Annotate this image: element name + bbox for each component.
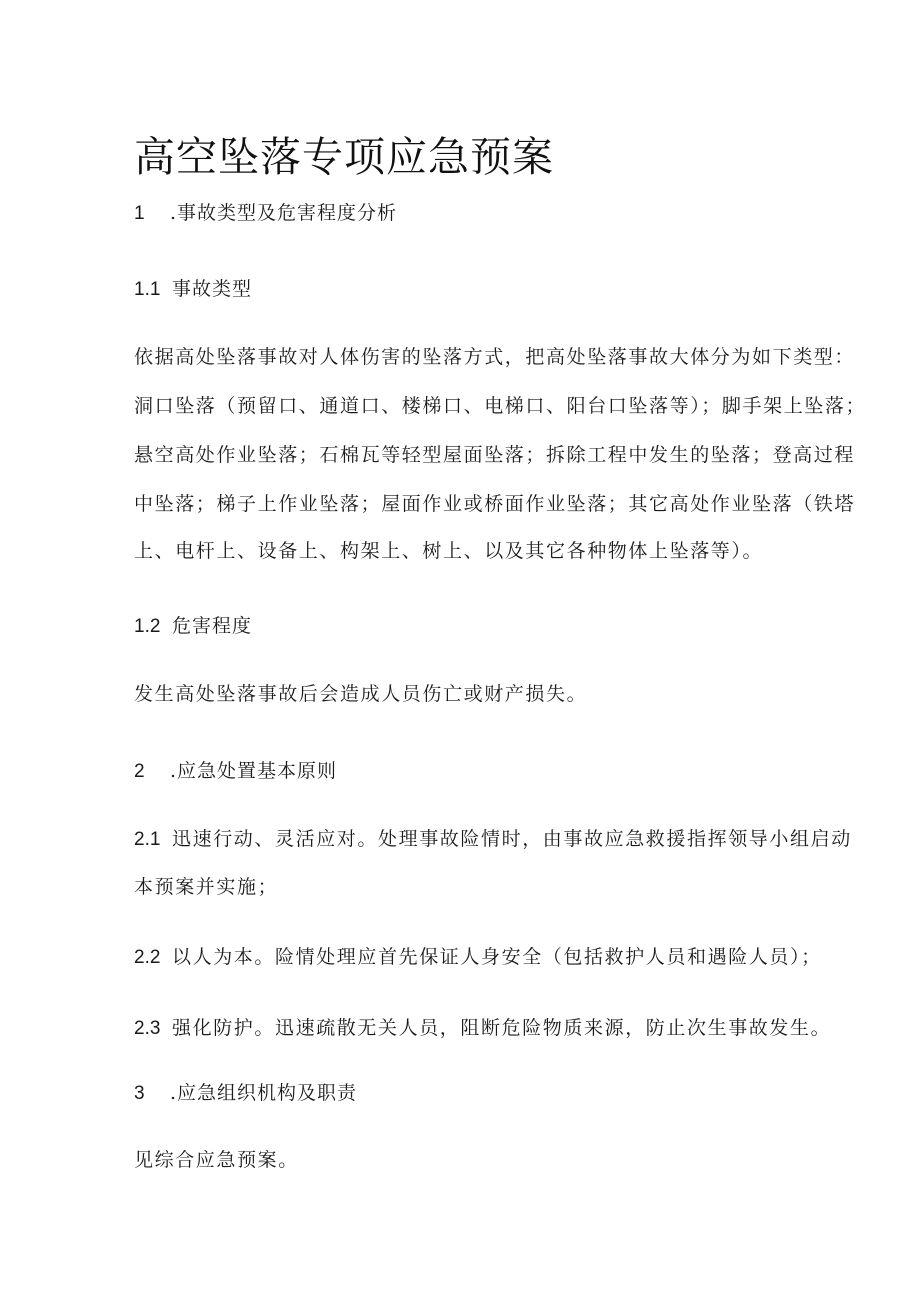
section-2-title: .应急处置基本原则	[170, 760, 338, 782]
section-1-number: 1	[134, 203, 145, 224]
section-1-title: .事故类型及危害程度分析	[170, 202, 398, 224]
paragraph-line: 中坠落；梯子上作业坠落；屋面作业或桥面作业坠落；其它高处作业坠落（铁塔	[134, 493, 856, 515]
subsection-1-1-title: 事故类型	[172, 278, 253, 300]
principle-number: 2.3	[134, 1018, 161, 1039]
principle-text: 强化防护。迅速疏散无关人员，阻断危险物质来源，防止次生事故发生。	[172, 1017, 832, 1039]
paragraph-line: 发生高处坠落事故后会造成人员伤亡或财产损失。	[134, 683, 588, 705]
principle-number: 2.2	[134, 947, 161, 968]
subsection-1-1-number: 1.1	[134, 279, 161, 300]
paragraph-line: 上、电杆上、设备上、构架上、树上、以及其它各种物体上坠落等）。	[134, 540, 764, 562]
subsection-1-2-title: 危害程度	[172, 615, 253, 637]
paragraph-line: 依据高处坠落事故对人体伤害的坠落方式，把高处坠落事故大体分为如下类型：	[134, 346, 856, 368]
section-2-heading	[134, 756, 337, 783]
subsection-1-2-heading	[134, 611, 252, 638]
paragraph-line: 见综合应急预案。	[134, 1149, 299, 1171]
principle-text: 以人为本。险情处理应首先保证人身安全（包括救护人员和遇险人员）；	[172, 946, 822, 968]
document-title: 高空坠落专项应急预案	[134, 133, 554, 181]
principle-item	[134, 1013, 831, 1040]
paragraph-line: 洞口坠落（预留口、通道口、楼梯口、电梯口、阳台口坠落等）；脚手架上坠落；	[134, 395, 867, 417]
subsection-1-1-heading	[134, 274, 252, 301]
principle-item	[134, 942, 822, 969]
section-3-number: 3	[134, 1083, 145, 1104]
section-2-number: 2	[134, 761, 145, 782]
paragraph-line: 悬空高处作业坠落；石棉瓦等轻型屋面坠落；拆除工程中发生的坠落；登高过程	[134, 444, 856, 466]
principle-item	[134, 824, 852, 851]
section-1-heading	[134, 198, 397, 225]
subsection-1-2-number: 1.2	[134, 616, 161, 637]
section-3-heading	[134, 1078, 357, 1105]
principle-text: 迅速行动、灵活应对。处理事故险情时，由事故应急救援指挥领导小组启动	[172, 828, 852, 850]
principle-number: 2.1	[134, 829, 161, 850]
principle-continuation: 本预案并实施；	[134, 876, 279, 898]
section-3-title: .应急组织机构及职责	[170, 1082, 358, 1104]
